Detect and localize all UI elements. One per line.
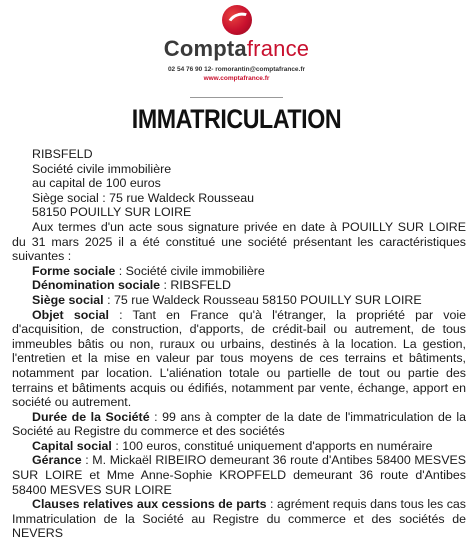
duree-value: : 99 ans à compter de la date de l'immatriculation de la Société au Registre du commerce et des sociétés bbox=[12, 409, 466, 439]
objet-label: Objet social bbox=[32, 307, 109, 322]
contact-line: 02 54 76 90 12- romorantin@comptafrance.fr bbox=[167, 66, 306, 73]
company-siege: Siège social : 75 rue Waldeck Rousseau bbox=[32, 190, 255, 205]
capital-value: : 100 euros, constitué uniquement d'apports en numéraire bbox=[111, 438, 433, 453]
intro-paragraph: Aux termes d'un acte sous signature privée en date à POUILLY SUR LOIRE du 31 mars 2025 il a été constitué une société présentant les caractéristiques suivantes : bbox=[12, 219, 466, 264]
gerance bbox=[12, 453, 466, 497]
denomination-sociale bbox=[12, 278, 466, 293]
website-link[interactable]: www.comptafrance.fr bbox=[203, 75, 270, 82]
notice-body bbox=[12, 147, 466, 541]
page-title: IMMATRICULATION bbox=[131, 104, 342, 134]
company-name: RIBSFELD bbox=[32, 147, 93, 161]
capital-social bbox=[12, 439, 466, 454]
gerance-value: : M. Mickaël RIBEIRO demeurant 36 route d'Antibes 58400 MESVES SUR LOIRE et Mme Anne-Sophie KROPFELD demeurant 36 route d'Antibes 58400 MESVES SUR LOIRE bbox=[12, 453, 466, 497]
denomination-label: Dénomination sociale bbox=[32, 278, 161, 293]
siege-label: Siège social bbox=[32, 292, 104, 307]
divider bbox=[190, 97, 283, 98]
brand-part1: Compta bbox=[163, 36, 247, 61]
company-city: 58150 POUILLY SUR LOIRE bbox=[32, 205, 192, 220]
company-type: Société civile immobilière bbox=[32, 161, 172, 176]
clauses-cessions bbox=[12, 497, 466, 541]
header bbox=[0, 0, 473, 100]
gerance-label: Gérance bbox=[32, 453, 82, 468]
forme-sociale bbox=[12, 264, 466, 279]
brand-name bbox=[0, 36, 473, 62]
siege-value: : 75 rue Waldeck Rousseau 58150 POUILLY SUR LOIRE bbox=[103, 292, 422, 307]
clauses-label: Clauses relatives aux cessions de parts bbox=[32, 497, 267, 512]
company-capital: au capital de 100 euros bbox=[32, 176, 161, 191]
denomination-value: : RIBSFELD bbox=[160, 278, 231, 293]
capital-label: Capital social bbox=[32, 438, 112, 453]
objet-social bbox=[12, 308, 466, 410]
objet-value: : Tant en France qu'à l'étranger, la propriété par voie d'acquisition, de construction, d'apports, de crédit-bail ou autrement, de tous immeubles bâtis ou non, ruraux ou urbains, destinés à la location. La gestion, l'entretien et la mise en valeur par tous moyens de ces terrains et bâtiments, notamment par location. L'aliénation totale ou partielle de tout ou partie des terrains et bâtiments acquis ou édifiés, notamment par vente, échange, apport en société ou autrement. bbox=[12, 307, 466, 410]
clauses-value: : agrément requis dans tous les cas Immatriculation de la Société au Registre du commerce et des sociétés de NEVERS bbox=[12, 497, 466, 541]
comptafrance-logo-icon bbox=[222, 5, 252, 35]
duree-label: Durée de la Société bbox=[32, 409, 150, 424]
brand-part2: france bbox=[246, 36, 310, 61]
duree-societe bbox=[12, 410, 466, 439]
forme-value: : Société civile immobilière bbox=[115, 263, 265, 278]
forme-label: Forme sociale bbox=[32, 263, 116, 278]
siege-social bbox=[12, 293, 466, 308]
